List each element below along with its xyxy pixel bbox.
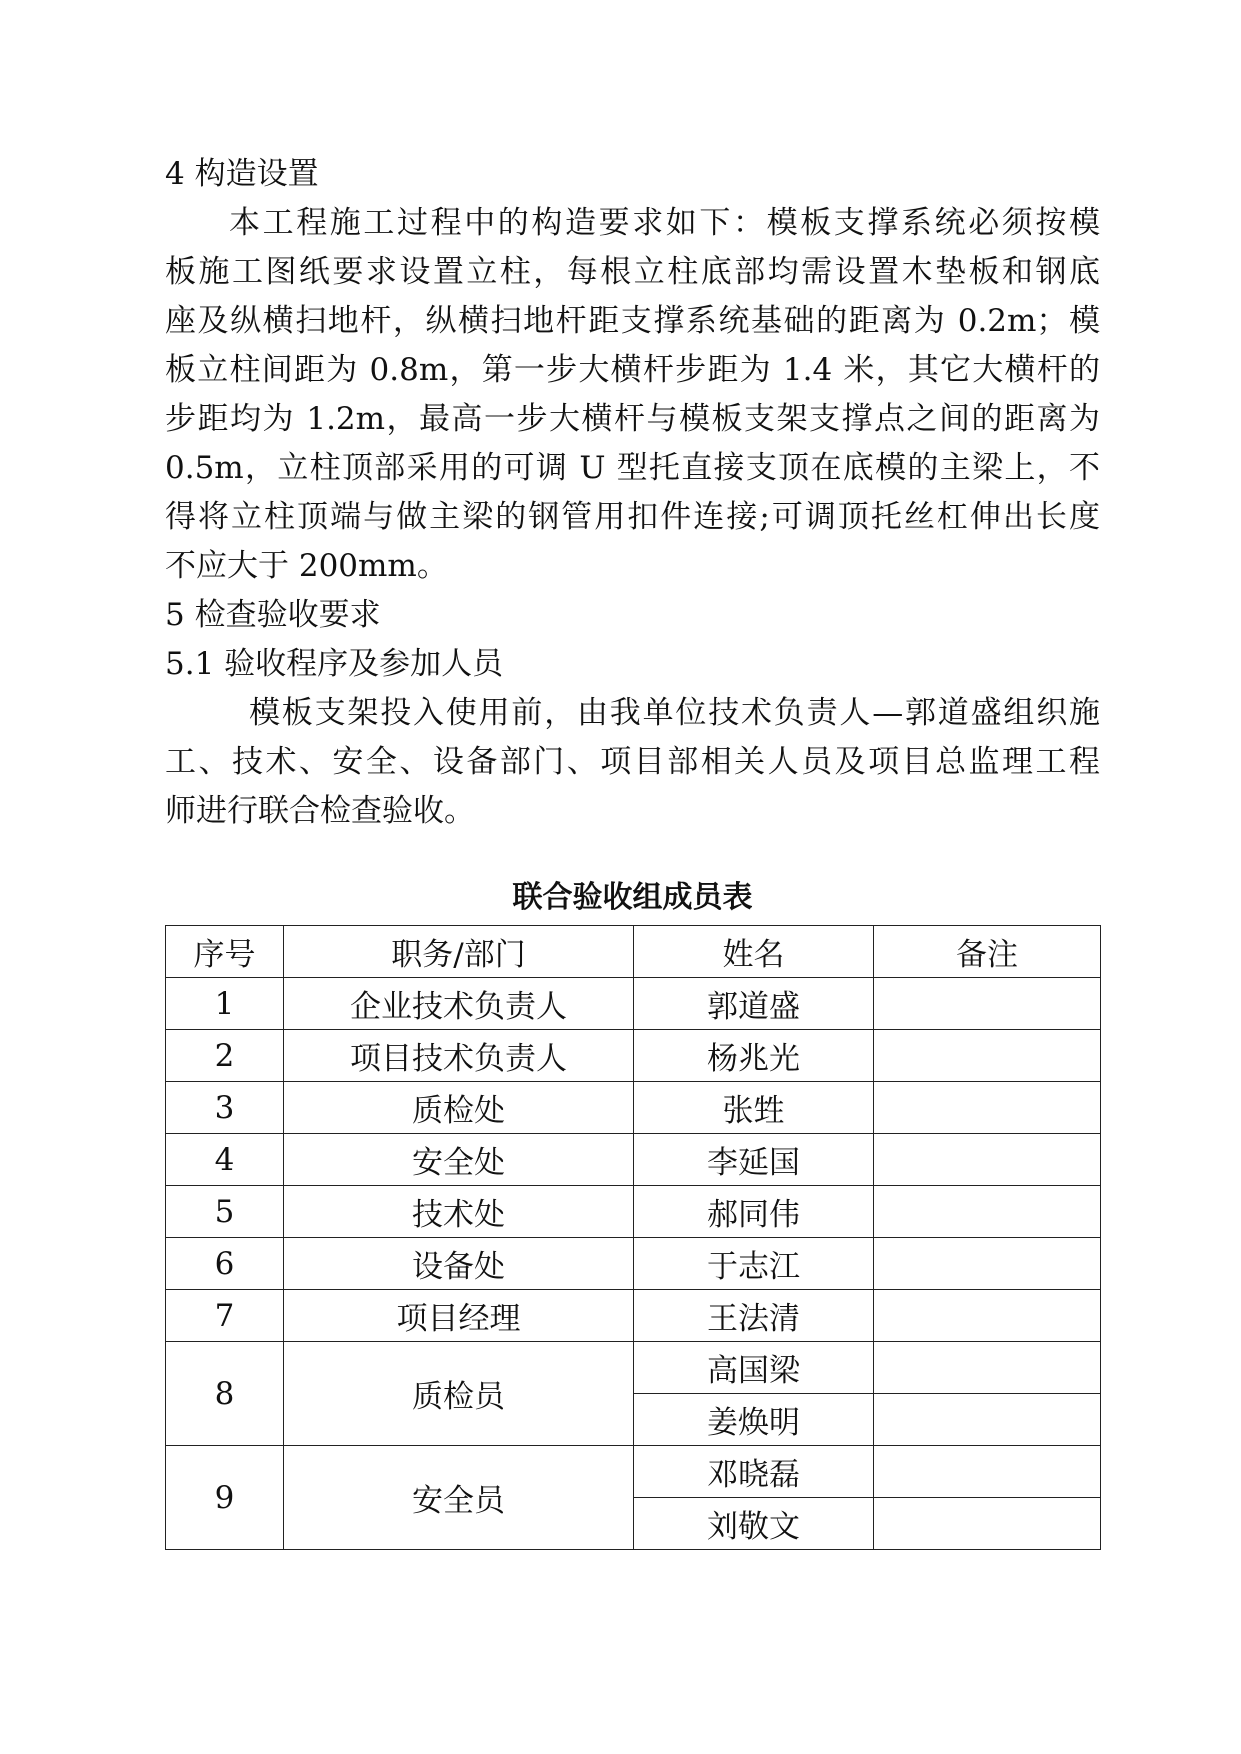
header-no: 序号 <box>166 926 284 978</box>
cell-remark <box>874 978 1101 1030</box>
table-row <box>166 1446 1101 1498</box>
cell-role: 质检处 <box>284 1082 634 1134</box>
paragraph-line: 座及纵横扫地杆，纵横扫地杆距支撑系统基础的距离为 0.2m；模 <box>165 303 1100 339</box>
cell-role: 企业技术负责人 <box>284 978 634 1030</box>
table-row <box>166 978 1101 1030</box>
document-body <box>165 150 1100 836</box>
cell-no: 9 <box>166 1446 284 1550</box>
table-row <box>166 1186 1101 1238</box>
cell-name: 王法清 <box>634 1290 874 1342</box>
cell-name: 杨兆光 <box>634 1030 874 1082</box>
paragraph-line: 得将立柱顶端与做主梁的钢管用扣件连接;可调顶托丝杠伸出长度 <box>165 499 1100 535</box>
paragraph-line: 板立柱间距为 0.8m，第一步大横杆步距为 1.4 米，其它大横杆的 <box>165 352 1100 388</box>
cell-role: 项目技术负责人 <box>284 1030 634 1082</box>
cell-no: 2 <box>166 1030 284 1082</box>
table-row <box>166 1030 1101 1082</box>
cell-no: 5 <box>166 1186 284 1238</box>
table-title: 联合验收组成员表 <box>512 880 753 915</box>
cell-no: 3 <box>166 1082 284 1134</box>
cell-role: 技术处 <box>284 1186 634 1238</box>
cell-remark <box>874 1238 1101 1290</box>
cell-name: 邓晓磊 <box>634 1446 874 1498</box>
paragraph-line: 模板支架投入使用前，由我单位技术负责人—郭道盛组织施 <box>249 695 1100 731</box>
cell-name: 高国梁 <box>634 1342 874 1394</box>
table-header-row <box>166 926 1101 978</box>
cell-name: 李延国 <box>634 1134 874 1186</box>
table-row <box>166 1290 1101 1342</box>
paragraph-line: 师进行联合检查验收。 <box>165 793 475 829</box>
cell-no: 4 <box>166 1134 284 1186</box>
paragraph-line: 板施工图纸要求设置立柱，每根立柱底部均需设置木垫板和钢底 <box>165 254 1100 290</box>
cell-role: 安全员 <box>284 1446 634 1550</box>
cell-remark <box>874 1082 1101 1134</box>
cell-name: 郝同伟 <box>634 1186 874 1238</box>
cell-remark <box>874 1186 1101 1238</box>
cell-remark <box>874 1134 1101 1186</box>
table-row <box>166 1134 1101 1186</box>
cell-no: 7 <box>166 1290 284 1342</box>
cell-name: 张甡 <box>634 1082 874 1134</box>
section-4-heading: 4 构造设置 <box>165 156 319 192</box>
cell-name: 于志江 <box>634 1238 874 1290</box>
cell-remark <box>874 1394 1101 1446</box>
cell-role: 项目经理 <box>284 1290 634 1342</box>
cell-name: 刘敬文 <box>634 1498 874 1550</box>
cell-remark <box>874 1290 1101 1342</box>
cell-role: 质检员 <box>284 1342 634 1446</box>
header-role: 职务/部门 <box>284 926 634 978</box>
cell-remark <box>874 1030 1101 1082</box>
paragraph-line: 步距均为 1.2m，最高一步大横杆与模板支架支撑点之间的距离为 <box>165 401 1100 437</box>
cell-role: 安全处 <box>284 1134 634 1186</box>
cell-role: 设备处 <box>284 1238 634 1290</box>
cell-no: 6 <box>166 1238 284 1290</box>
paragraph-line: 本工程施工过程中的构造要求如下：模板支撑系统必须按模 <box>229 205 1100 241</box>
table-row <box>166 1238 1101 1290</box>
header-remark: 备注 <box>874 926 1101 978</box>
paragraph-line: 不应大于 200mm。 <box>165 548 448 584</box>
cell-no: 1 <box>166 978 284 1030</box>
cell-remark <box>874 1342 1101 1394</box>
cell-name: 郭道盛 <box>634 978 874 1030</box>
cell-remark <box>874 1446 1101 1498</box>
section-5-1-heading: 5.1 验收程序及参加人员 <box>165 646 504 682</box>
cell-name: 姜焕明 <box>634 1394 874 1446</box>
cell-no: 8 <box>166 1342 284 1446</box>
paragraph-line: 0.5m，立柱顶部采用的可调 U 型托直接支顶在底模的主梁上，不 <box>165 450 1100 486</box>
section-5-heading: 5 检查验收要求 <box>165 597 381 633</box>
table-row <box>166 1082 1101 1134</box>
paragraph-line: 工、技术、安全、设备部门、项目部相关人员及项目总监理工程 <box>165 744 1100 780</box>
header-name: 姓名 <box>634 926 874 978</box>
members-table <box>165 925 1101 1550</box>
table-row <box>166 1342 1101 1394</box>
cell-remark <box>874 1498 1101 1550</box>
